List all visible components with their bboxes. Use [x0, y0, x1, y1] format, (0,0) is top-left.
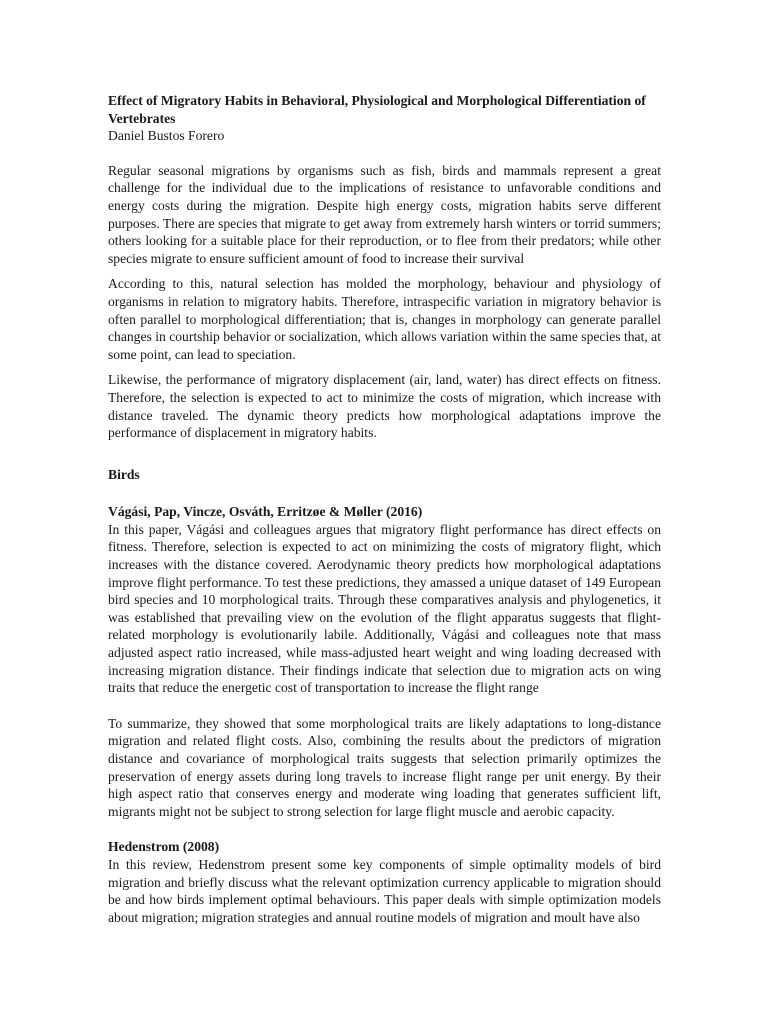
document-title: Effect of Migratory Habits in Behavioral, Physiological and Morphological Differentiation of Vertebrates	[108, 93, 646, 126]
reference-heading-hedenstrom: Hedenstrom (2008)	[108, 839, 220, 855]
intro-paragraph-3: Likewise, the performance of migratory displacement (air, land, water) has direct effects on fitness. Therefore, the selection is expected to act to minimize the costs of migration, which increase with distance traveled. The dynamic theory predicts how morphological adaptations improve the performance of displacement in migratory habits.	[108, 372, 661, 441]
reference-heading-vagasi: Vágási, Pap, Vincze, Osváth, Erritzøe & Møller (2016)	[108, 504, 423, 520]
document-author: Daniel Bustos Forero	[108, 128, 225, 144]
reference-vagasi-paragraph-2: To summarize, they showed that some morphological traits are likely adaptations to long-distance migration and related flight costs. Also, combining the results about the predictors of migration distance and covariance of morphological traits suggests that selection primarily optimizes the preservation of energy assets during long travels to increase flight range per unit energy. By their high aspect ratio that conserves energy and moderate wing loading that generates sufficient lift, migrants might not be subject to strong selection for large flight muscle and aerobic capacity.	[108, 715, 661, 819]
intro-paragraph-1: Regular seasonal migrations by organisms such as fish, birds and mammals represent a great challenge for the individual due to the implications of resistance to unfavorable conditions and energy costs during the migration. Despite high energy costs, migration habits serve different purposes. There are species that migrate to get away from extremely harsh winters or torrid summers; others looking for a suitable place for their reproduction, or to flee from their predators; while other species migrate to ensure sufficient amount of food to increase their survival	[108, 162, 661, 266]
paragraph-gap	[108, 705, 661, 715]
paragraph-gap	[108, 828, 661, 838]
intro-paragraph-2: According to this, natural selection has molded the morphology, behaviour and physiology of organisms in relation to migratory habits. Therefore, intraspecific variation in migratory behavior is often parallel to morphological differentiation; that is, changes in morphology can generate parallel changes in courtship behavior or socialization, which allows variation within the same species that, at some point, can lead to speciation.	[108, 276, 661, 362]
reference-vagasi-paragraph-1: In this paper, Vágási and colleagues argues that migratory flight performance has direct effects on fitness. Therefore, selection is expected to act on minimizing the costs of migratory flight, which increases with the distance covered. Aerodynamic theory predicts how morphological adaptations improve flight performance. To test these predictions, they amassed a unique dataset of 149 European bird species and 10 morphological traits. Through these comparatives analysis and phylogenetics, it was established that prevailing view on the evolution of the flight apparatus suggests that flight-related morphology is evolutionarily labile. Additionally, Vágási and colleagues note that mass adjusted aspect ratio increased, while mass-adjusted heart weight and wing loading decreased with increasing migration distance. Their findings indicate that selection due to migration acts on wing traits that reduce the energetic cost of transportation to increase the flight range	[108, 521, 661, 696]
section-heading-birds: Birds	[108, 466, 140, 482]
reference-hedenstrom-paragraph-1: In this review, Hedenstrom present some key components of simple optimality models of bird migration and briefly discuss what the relevant optimization currency applicable to migration should be and how birds implement optimal behaviours. This paper deals with simple optimization models about migration; migration strategies and annual routine models of migration and moult have also	[108, 856, 661, 925]
document-page	[108, 92, 661, 934]
